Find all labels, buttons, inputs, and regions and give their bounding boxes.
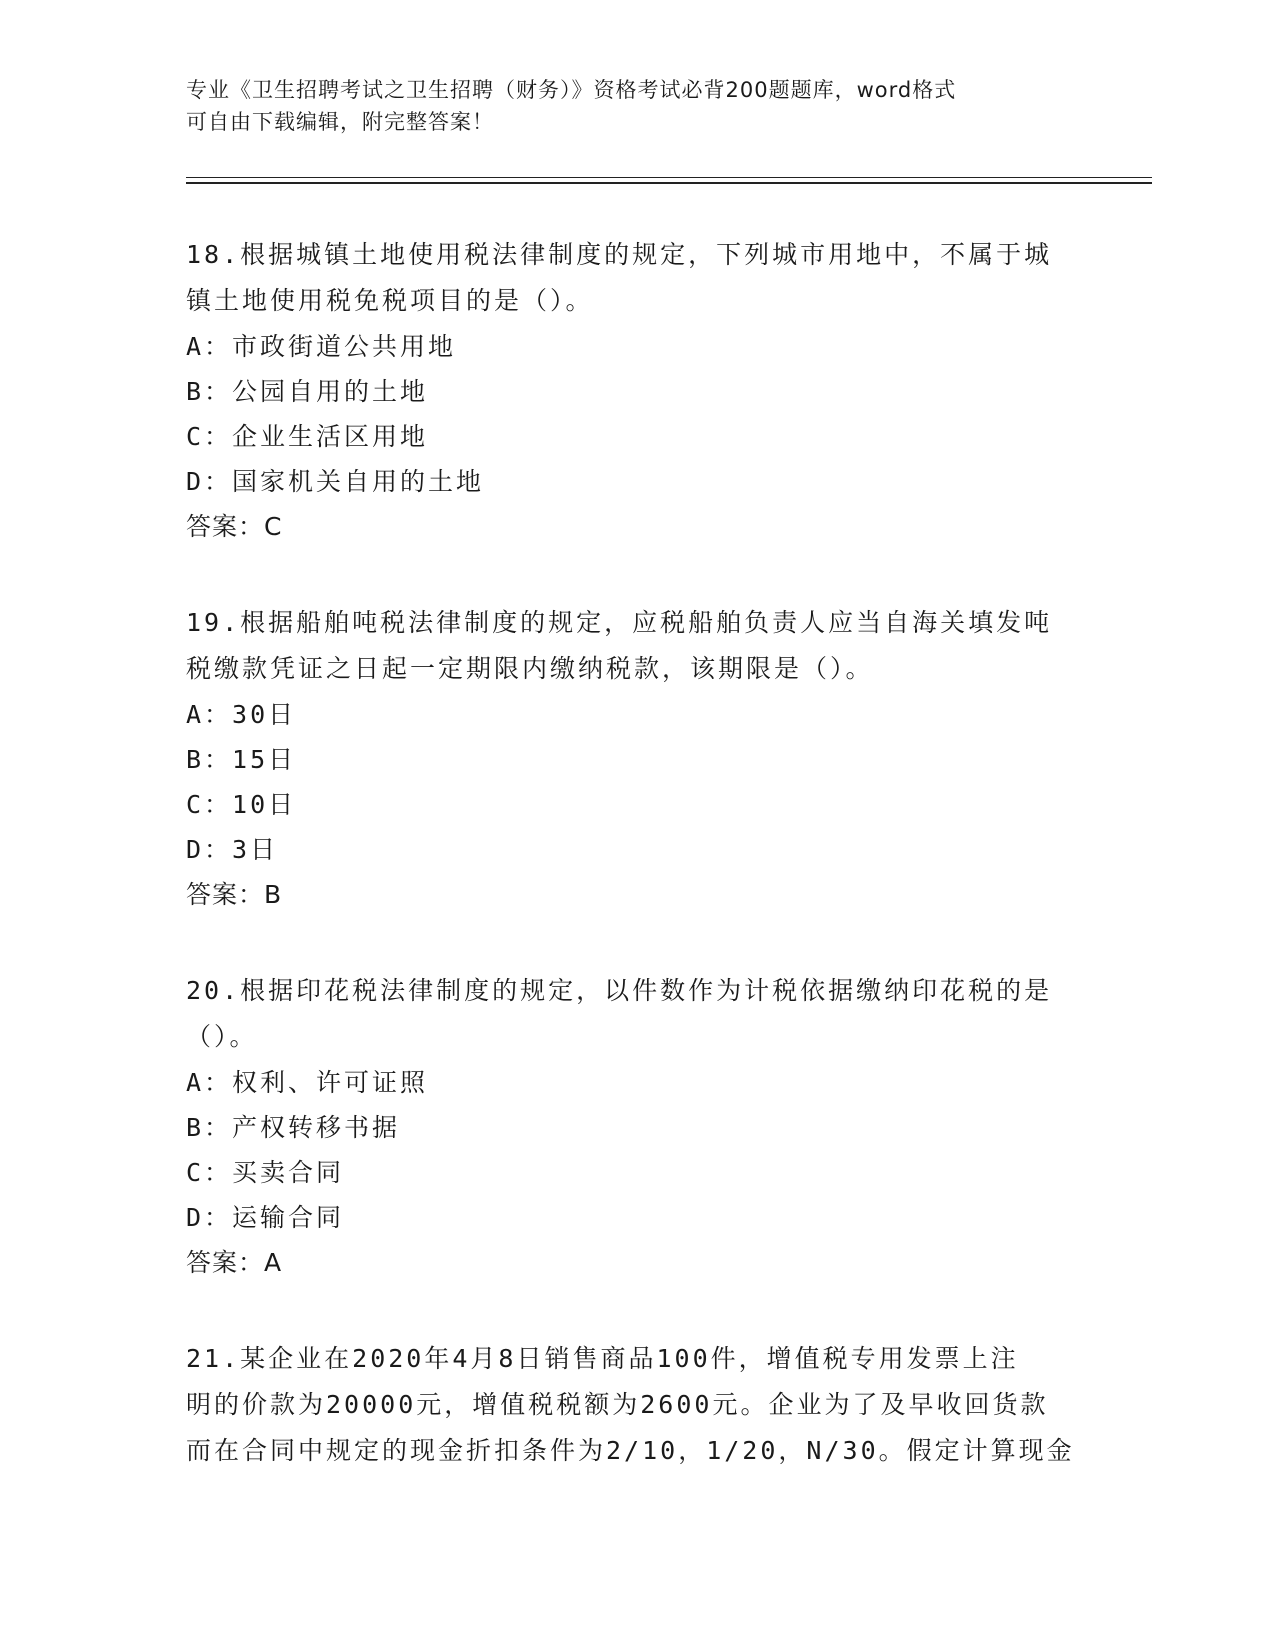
option-d: D：运输合同 bbox=[186, 1203, 345, 1232]
question-stem-line: 18.根据城镇土地使用税法律制度的规定，下列城市用地中，不属于城 bbox=[186, 240, 1053, 269]
question-stem-line: （）。 bbox=[186, 1022, 258, 1051]
header-title-line-2: 可自由下载编辑，附完整答案！ bbox=[186, 110, 494, 134]
answer-label: 答案：A bbox=[186, 1248, 283, 1277]
option-d: D：国家机关自用的土地 bbox=[186, 467, 485, 496]
option-c: C：企业生活区用地 bbox=[186, 422, 429, 451]
question-stem-line: 21.某企业在2020年4月8日销售商品100件，增值税专用发票上注 bbox=[186, 1344, 1019, 1373]
question-stem-line: 而在合同中规定的现金折扣条件为2/10，1/20，N/30。假定计算现金 bbox=[186, 1436, 1075, 1465]
answer-label: 答案：C bbox=[186, 512, 283, 541]
question-stem-line: 明的价款为20000元，增值税税额为2600元。企业为了及早收回货款 bbox=[186, 1390, 1049, 1419]
question-20 bbox=[186, 968, 1086, 1286]
option-a: A：市政街道公共用地 bbox=[186, 332, 457, 361]
question-stem bbox=[186, 232, 1086, 324]
document-header bbox=[186, 74, 1066, 138]
question-21 bbox=[186, 1336, 1086, 1474]
question-stem-line: 20.根据印花税法律制度的规定，以件数作为计税依据缴纳印花税的是 bbox=[186, 976, 1053, 1005]
answer-label: 答案：B bbox=[186, 880, 283, 909]
question-list bbox=[186, 232, 1086, 1524]
header-title-line-1: 专业《卫生招聘考试之卫生招聘（财务）》资格考试必背200题题库，word格式 bbox=[186, 78, 957, 102]
question-stem bbox=[186, 968, 1086, 1060]
option-b: B：公园自用的土地 bbox=[186, 377, 429, 406]
question-stem bbox=[186, 600, 1086, 692]
question-18 bbox=[186, 232, 1086, 550]
header-divider-thick bbox=[186, 182, 1152, 184]
option-a: A：权利、许可证照 bbox=[186, 1068, 429, 1097]
question-stem-line: 19.根据船舶吨税法律制度的规定，应税船舶负责人应当自海关填发吨 bbox=[186, 608, 1053, 637]
option-d: D：3日 bbox=[186, 835, 279, 864]
option-b: B：15日 bbox=[186, 745, 297, 774]
option-c: C：10日 bbox=[186, 790, 297, 819]
question-19 bbox=[186, 600, 1086, 918]
option-c: C：买卖合同 bbox=[186, 1158, 345, 1187]
question-stem-line: 镇土地使用税免税项目的是（）。 bbox=[186, 286, 594, 315]
question-stem bbox=[186, 1336, 1086, 1474]
header-divider-thin bbox=[186, 177, 1152, 178]
question-stem-line: 税缴款凭证之日起一定期限内缴纳税款，该期限是（）。 bbox=[186, 654, 874, 683]
option-a: A：30日 bbox=[186, 700, 297, 729]
option-b: B：产权转移书据 bbox=[186, 1113, 401, 1142]
